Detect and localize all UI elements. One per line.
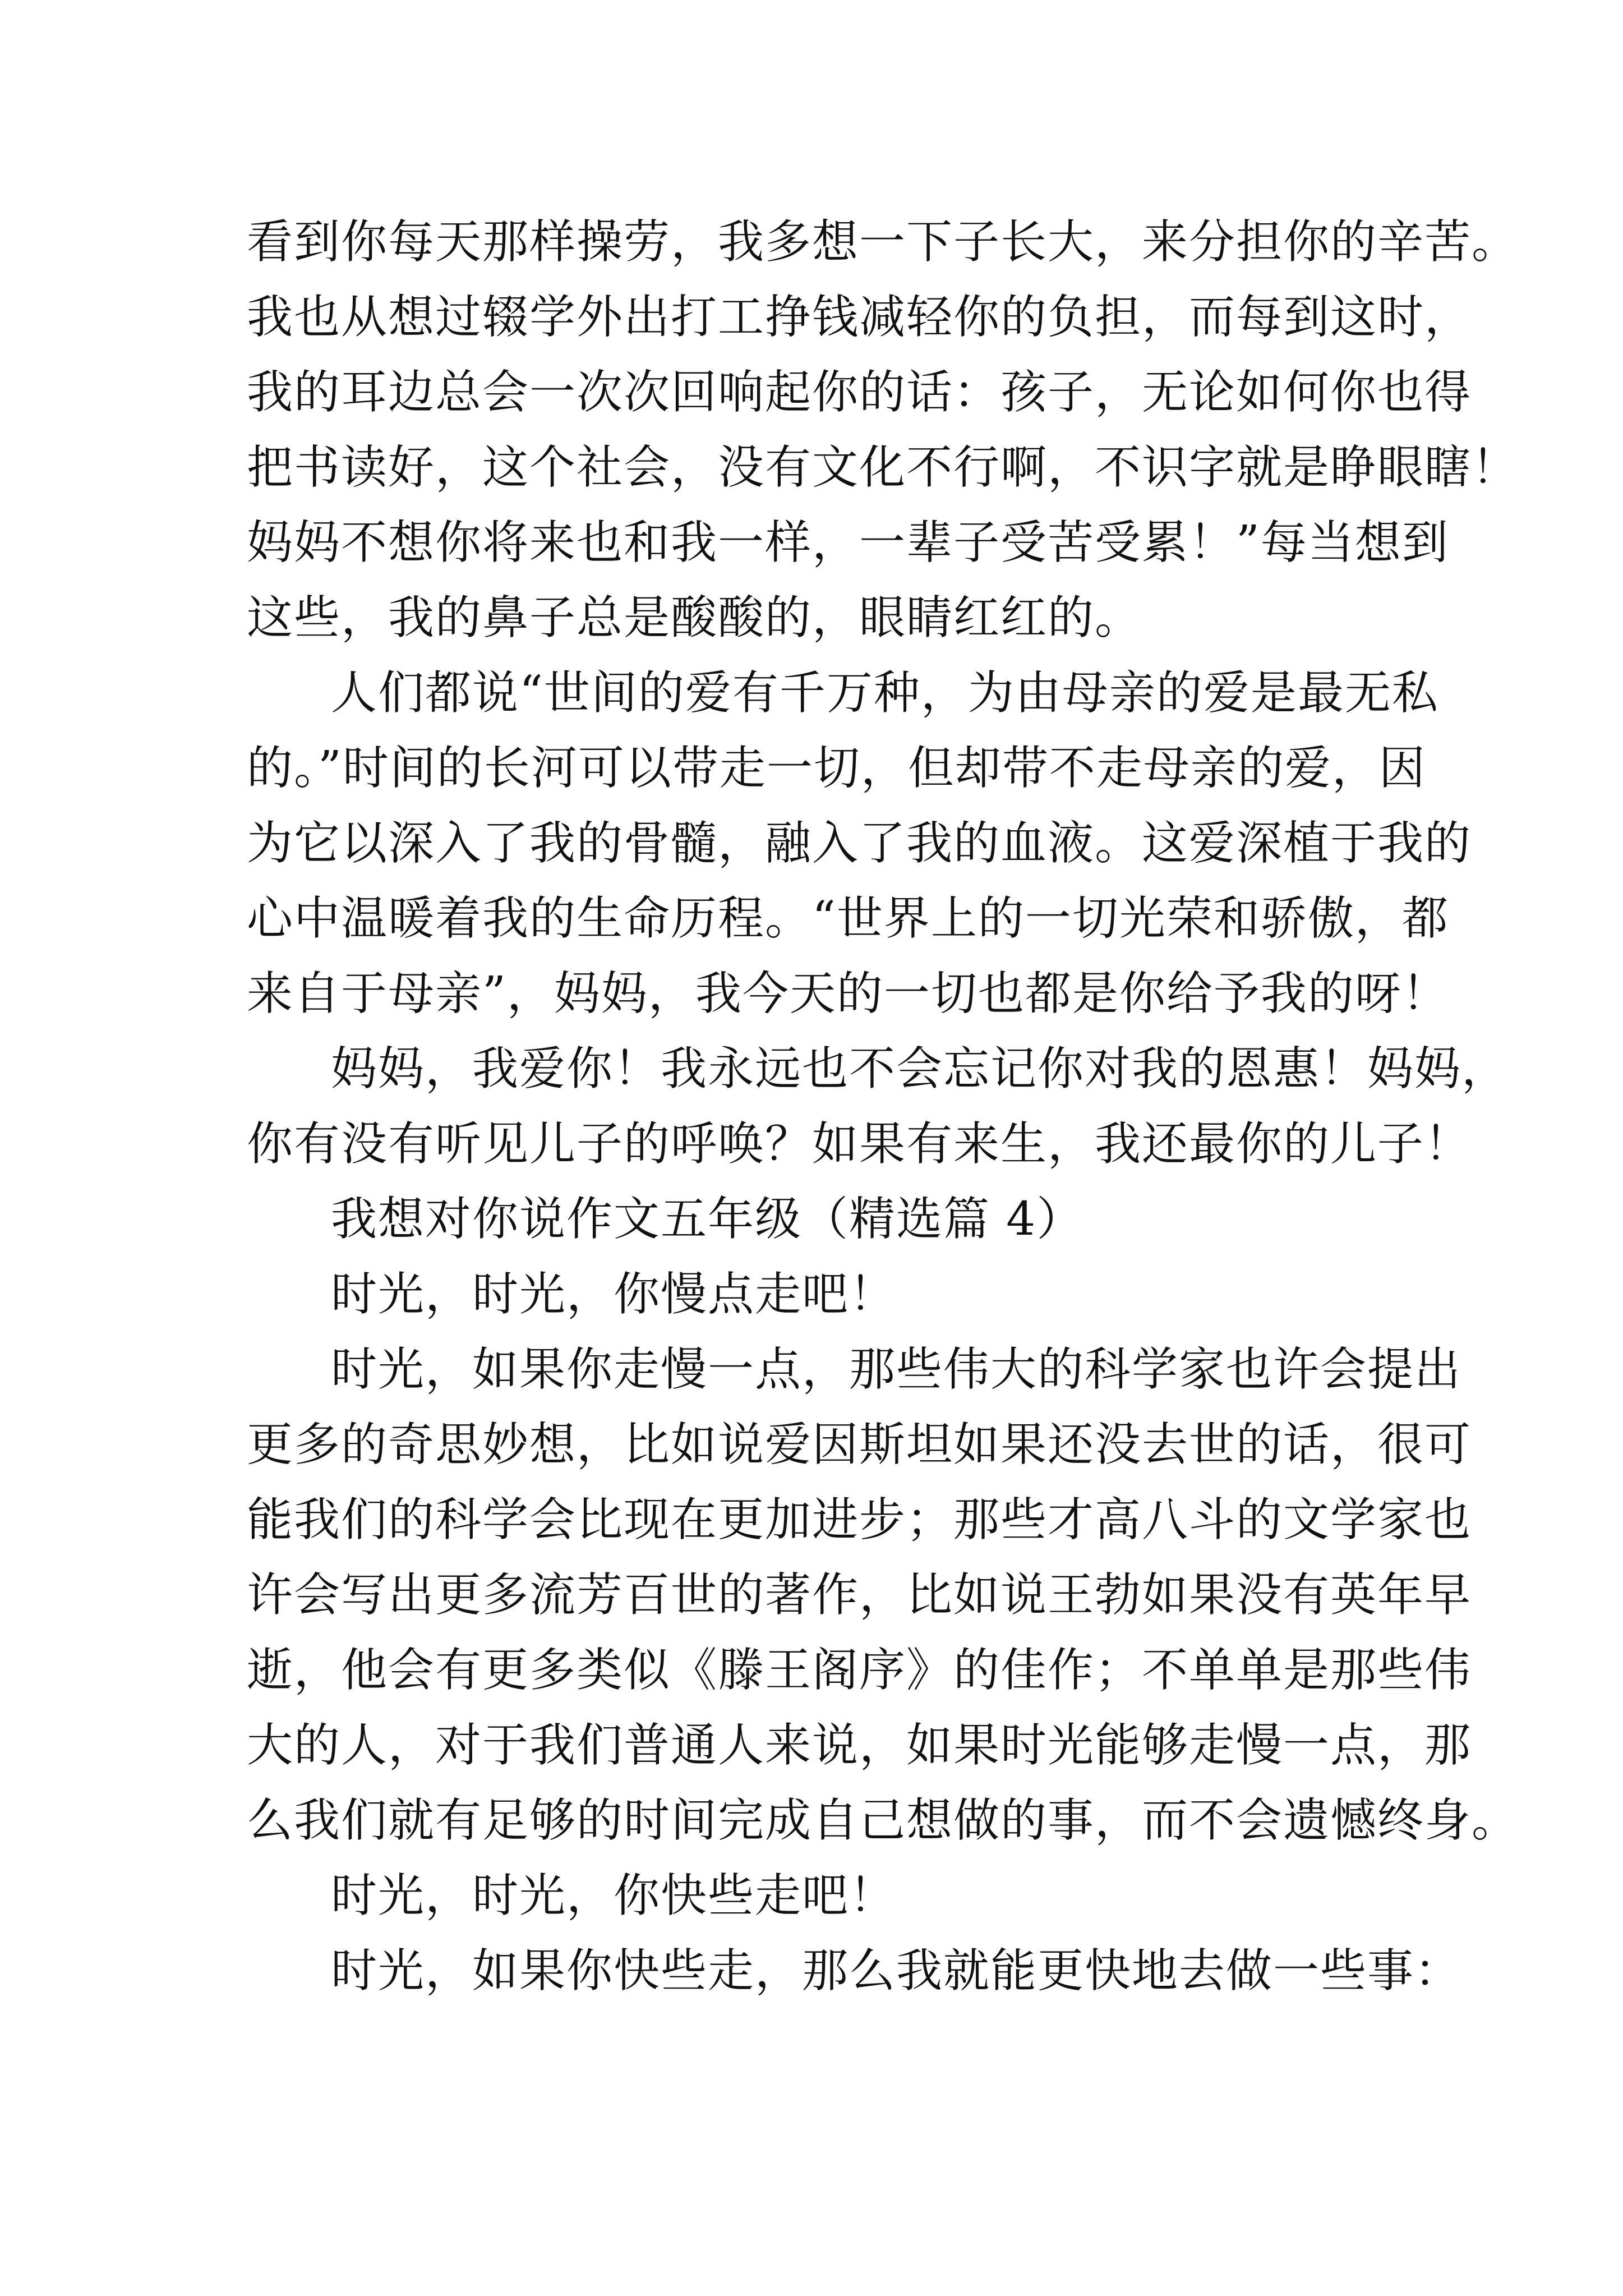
text-line: 来自于母亲”，妈妈，我今天的一切也都是你给予我的呀！ bbox=[247, 967, 1449, 1020]
section-heading: 我想对你说作文五年级（精选篇 4） bbox=[331, 1193, 1084, 1246]
paragraph-start-line: 时光，如果你快些走，那么我就能更快地去做一些事： bbox=[331, 1944, 1462, 1998]
text-line: 我也从想过辍学外出打工挣钱减轻你的负担，而每到这时， bbox=[247, 291, 1472, 344]
text-line: 这些，我的鼻子总是酸酸的，眼睛红红的。 bbox=[247, 591, 1142, 645]
text-line: 更多的奇思妙想，比如说爱因斯坦如果还没去世的话，很可 bbox=[247, 1418, 1472, 1471]
text-line: 你有没有听见儿子的呼唤？如果有来生，我还最你的儿子！ bbox=[247, 1117, 1472, 1171]
text-line: 逝，他会有更多类似《滕王阁序》的佳作；不单单是那些伟 bbox=[247, 1644, 1472, 1697]
text-line: 我的耳边总会一次次回响起你的话：孩子，无论如何你也得 bbox=[247, 366, 1472, 419]
text-line: 么我们就有足够的时间完成自己想做的事，而不会遗憾终身。 bbox=[247, 1794, 1519, 1847]
text-line: 许会写出更多流芳百世的著作，比如说王勃如果没有英年早 bbox=[247, 1568, 1472, 1622]
paragraph-start-line: 时光，时光，你快些走吧！ bbox=[331, 1869, 897, 1922]
body-text bbox=[247, 205, 1519, 2009]
paragraph-start-line: 时光，如果你走慢一点，那些伟大的科学家也许会提出 bbox=[331, 1343, 1462, 1396]
text-line: 看到你每天那样操劳，我多想一下子长大，来分担你的辛苦。 bbox=[247, 215, 1519, 269]
text-line: 心中温暖着我的生命历程。“世界上的一切光荣和骄傲，都 bbox=[247, 892, 1449, 945]
paragraph-start-line: 人们都说“世间的爱有千万种，为由母亲的爱是最无私 bbox=[331, 666, 1439, 720]
paragraph-start-line: 时光，时光，你慢点走吧！ bbox=[331, 1268, 897, 1321]
text-line: 把书读好，这个社会，没有文化不行啊，不识字就是睁眼瞎！ bbox=[247, 441, 1519, 494]
text-line: 的。”时间的长河可以带走一切，但却带不走母亲的爱，因 bbox=[247, 742, 1426, 795]
paragraph-start-line: 妈妈，我爱你！我永远也不会忘记你对我的恩惠！妈妈， bbox=[331, 1042, 1509, 1096]
text-line: 妈妈不想你将来也和我一样，一辈子受苦受累！”每当想到 bbox=[247, 516, 1449, 569]
text-line: 能我们的科学会比现在更加进步；那些才高八斗的文学家也 bbox=[247, 1493, 1472, 1547]
text-line: 为它以深入了我的骨髓，融入了我的血液。这爱深植于我的 bbox=[247, 817, 1472, 870]
text-line: 大的人，对于我们普通人来说，如果时光能够走慢一点，那 bbox=[247, 1719, 1472, 1772]
